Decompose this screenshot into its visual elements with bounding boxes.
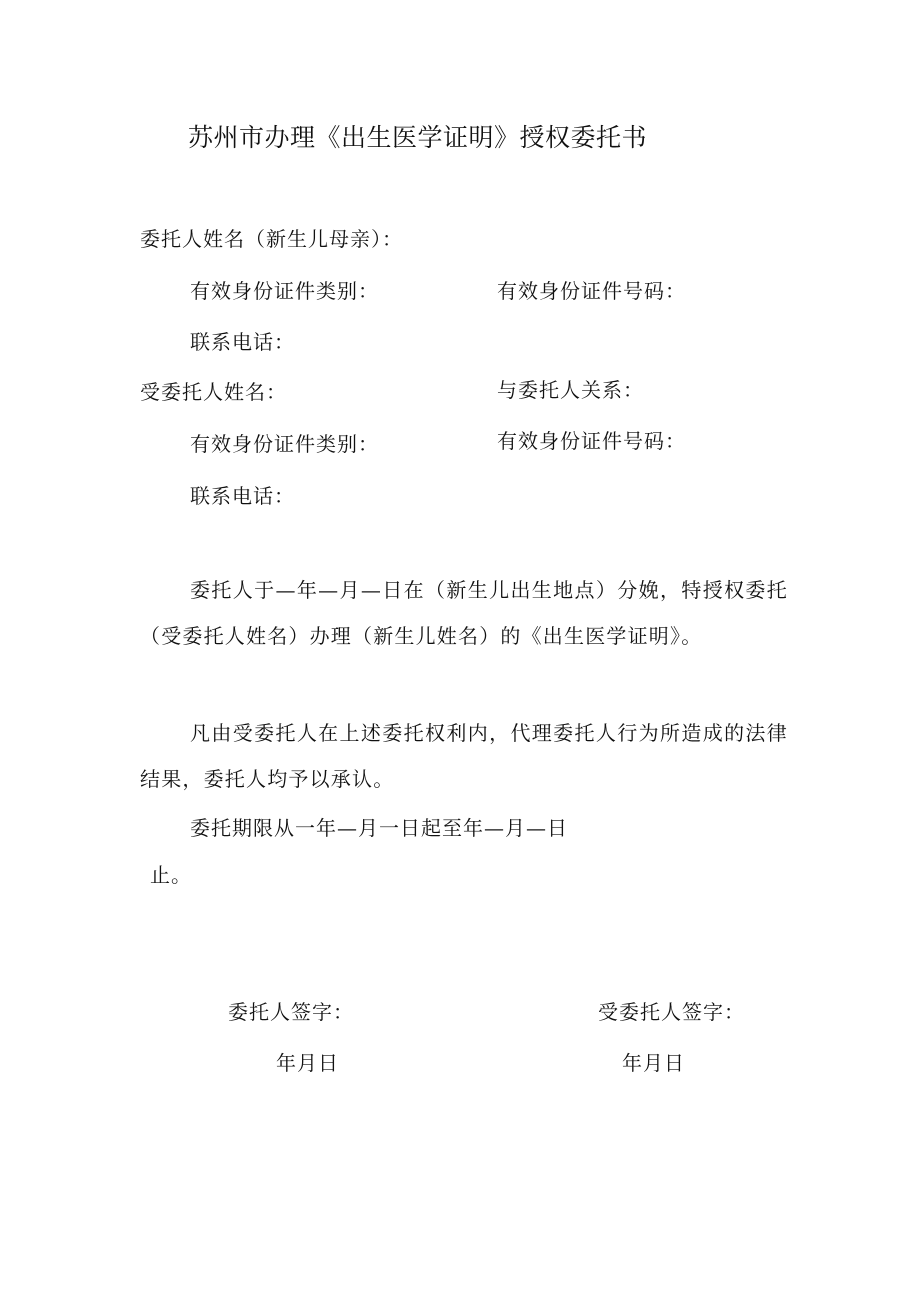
principal-signature-label: 委托人签字： (228, 1000, 354, 1024)
period-line: 委托期限从一年—月一日起至年—月—日 (190, 816, 568, 840)
document-title: 苏州市办理《出生医学证明》授权委托书 (188, 123, 648, 152)
principal-phone-label: 联系电话： (190, 330, 295, 354)
agent-id-type-label: 有效身份证件类别： (190, 432, 379, 456)
principal-signature-date: 年月日 (276, 1051, 339, 1075)
authorization-paragraph: 委托人于—年—月—日在（新生儿出生地点）分娩，特授权委托（受委托人姓名）办理（新生儿姓名）的《出生医学证明》。 (140, 578, 788, 648)
principal-id-number-label: 有效身份证件号码： (497, 279, 686, 303)
agent-relation-label: 与委托人关系： (497, 378, 644, 402)
principal-id-type-label: 有效身份证件类别： (190, 279, 379, 303)
agent-phone-label: 联系电话： (190, 484, 295, 508)
principal-name-label: 委托人姓名（新生儿母亲）： (140, 227, 403, 251)
agent-id-number-label: 有效身份证件号码： (497, 429, 686, 453)
agent-name-label: 受委托人姓名： (140, 380, 287, 404)
agent-signature-label: 受委托人签字： (598, 1000, 745, 1024)
agent-signature-date: 年月日 (622, 1051, 685, 1075)
liability-paragraph: 凡由受委托人在上述委托权利内，代理委托人行为所造成的法律结果，委托人均予以承认。 (140, 721, 788, 791)
period-end: 止。 (150, 863, 192, 887)
